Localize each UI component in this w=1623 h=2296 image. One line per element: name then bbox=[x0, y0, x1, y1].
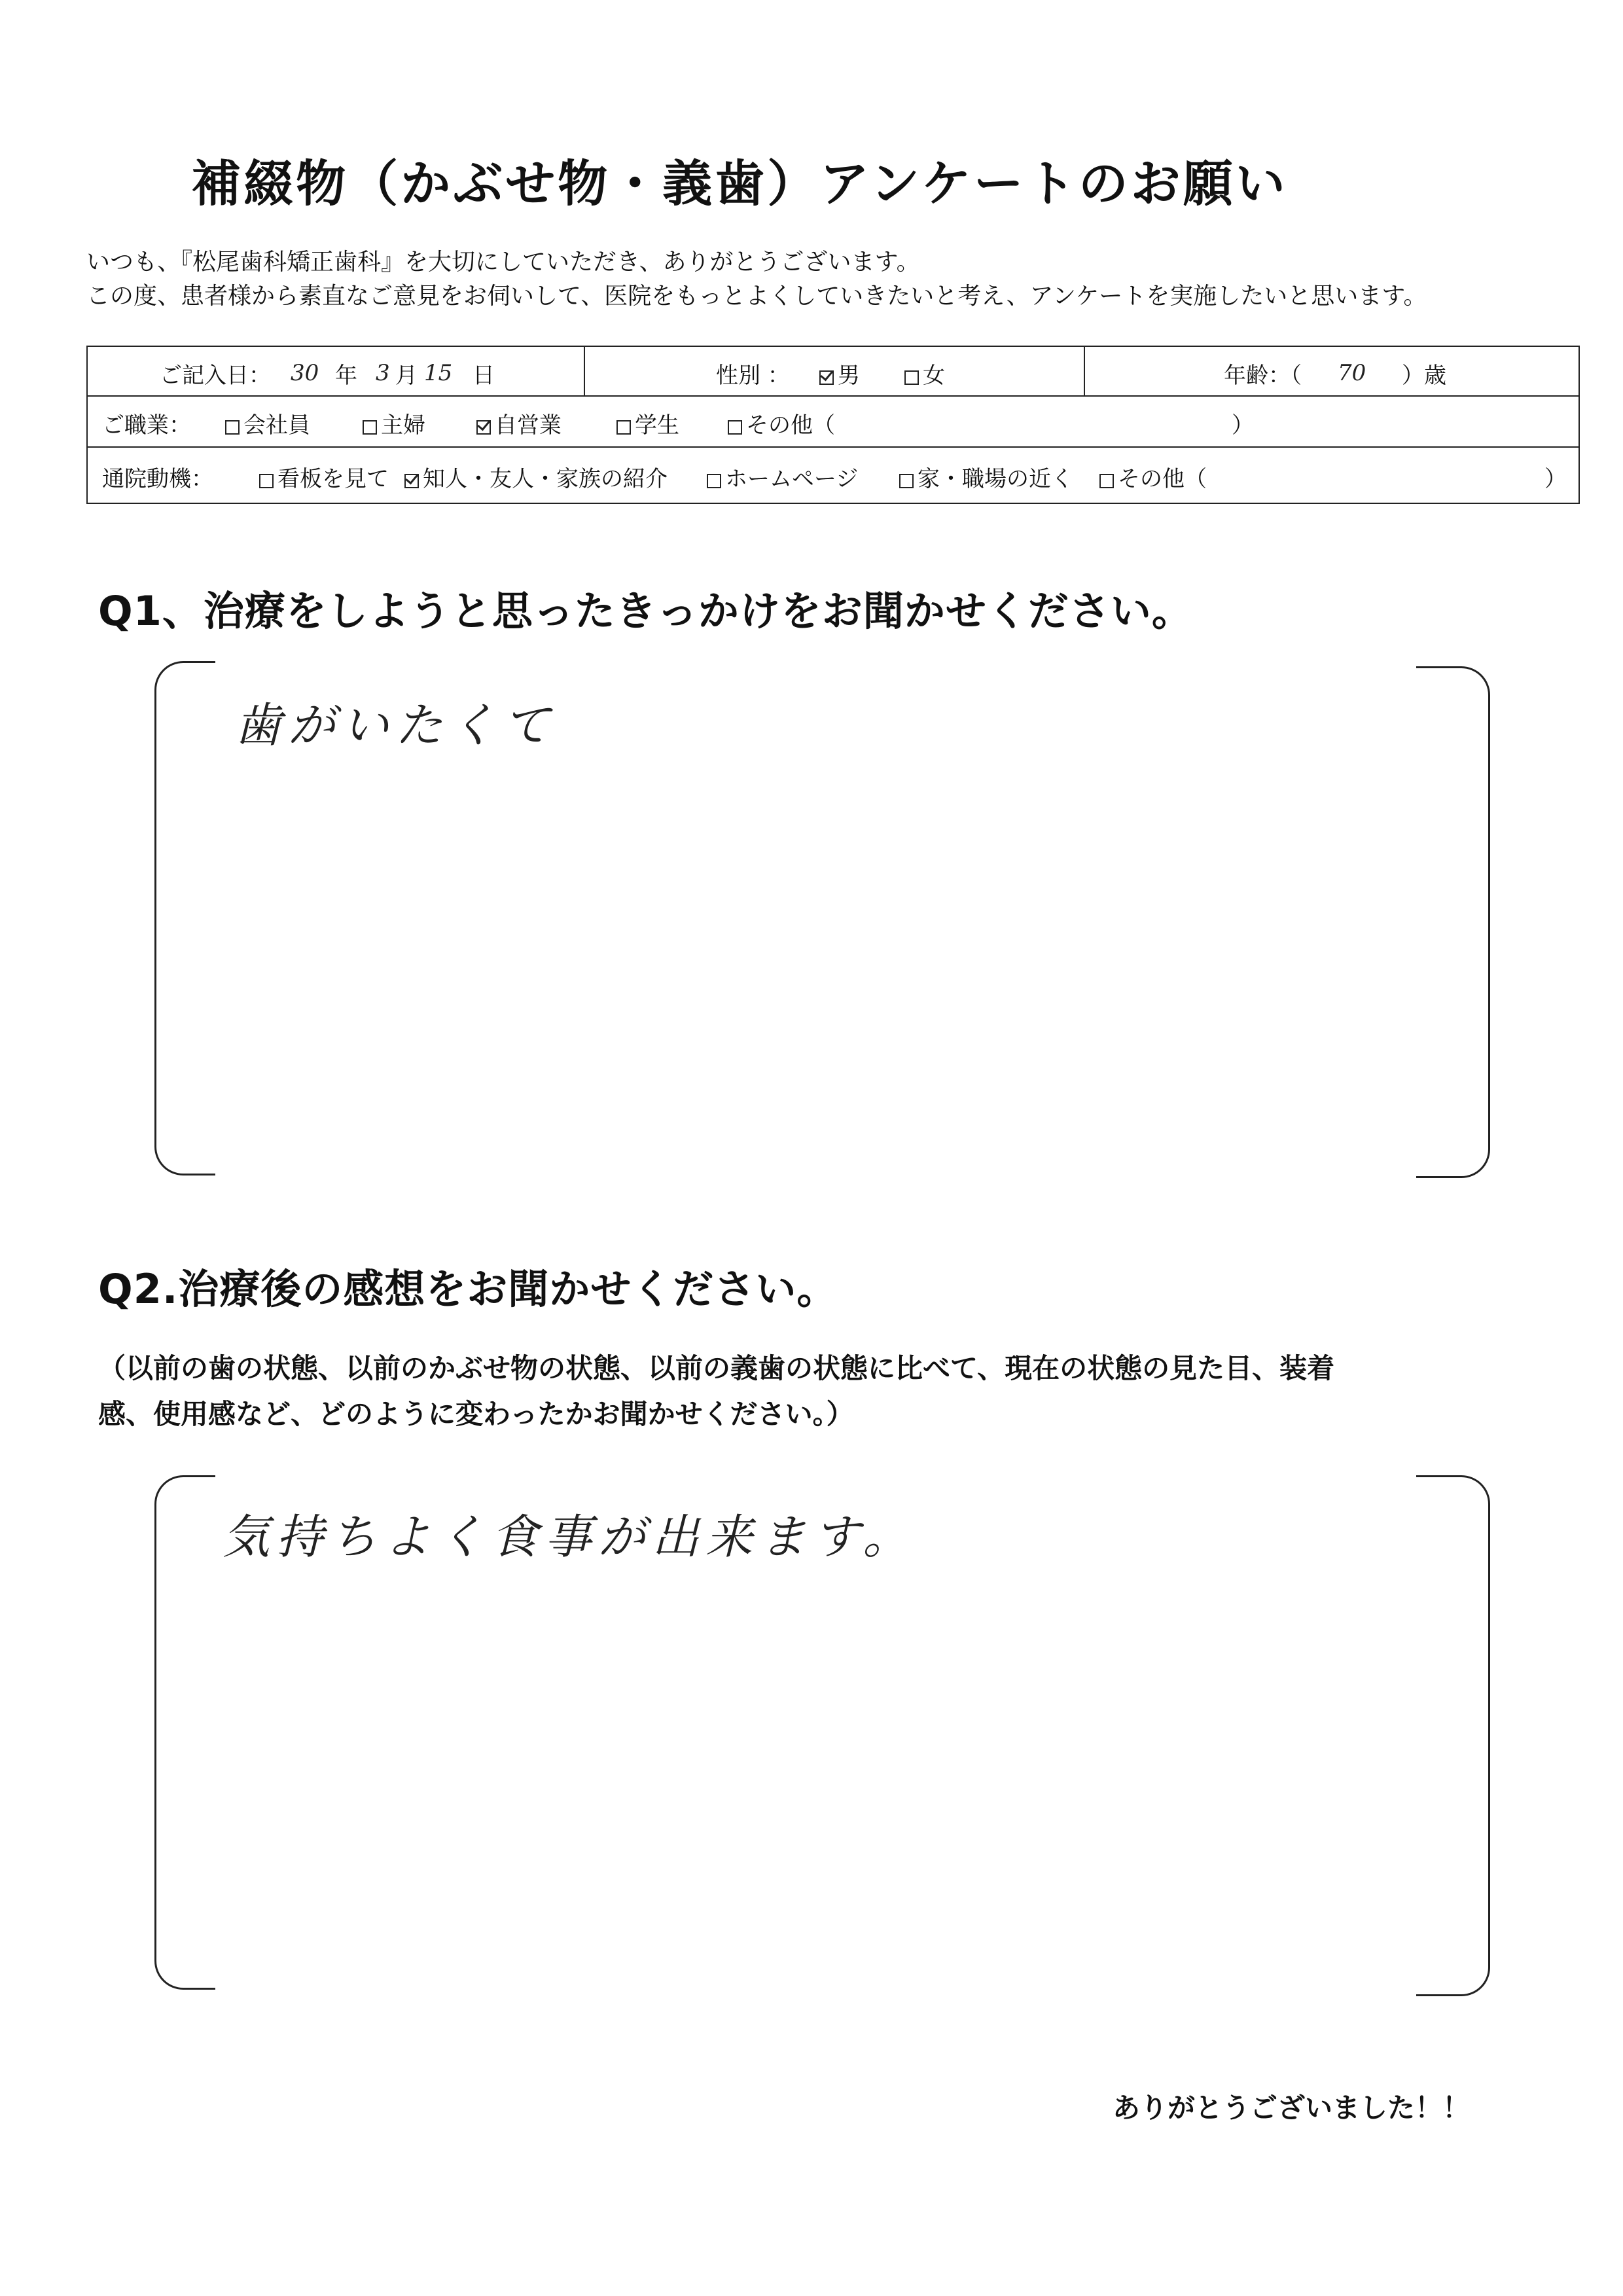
date-label: ご記入日： bbox=[160, 363, 271, 389]
motive-option-signboard[interactable]: 看板を見て bbox=[259, 461, 389, 493]
motive-option-nearby[interactable]: 家・職場の近く bbox=[899, 461, 1073, 493]
question-2: Q2.治療後の感想をお聞かせください。 bbox=[98, 1265, 838, 1313]
motive-label: 通院動機： bbox=[102, 466, 213, 492]
checkbox-occupation-other[interactable] bbox=[728, 420, 742, 435]
closing-thanks: ありがとうございました！！ bbox=[1113, 2092, 1471, 2124]
age-suffix: ）歳 bbox=[1402, 363, 1446, 389]
answer-box-1-right-bracket bbox=[1416, 666, 1490, 1178]
motive-other-close: ） bbox=[1544, 466, 1567, 492]
checkbox-company[interactable] bbox=[225, 420, 240, 435]
motive-option-referral[interactable]: 知人・友人・家族の紹介 bbox=[404, 461, 668, 493]
checkbox-self-employed[interactable] bbox=[476, 420, 491, 435]
checkbox-signboard[interactable] bbox=[259, 474, 274, 488]
date-month-unit: 月 bbox=[395, 363, 418, 389]
question-2-note-line-2: 感、使用感など、どのように変わったかお聞かせください。） bbox=[98, 1398, 854, 1430]
checkbox-male[interactable] bbox=[819, 370, 834, 385]
checkbox-female[interactable] bbox=[904, 370, 919, 385]
question-1: Q1、治療をしようと思ったきっかけをお聞かせください。 bbox=[98, 587, 1193, 635]
age-value[interactable]: 70 bbox=[1338, 360, 1366, 386]
answer-box-1-left-bracket bbox=[154, 661, 215, 1175]
occupation-option-student[interactable]: 学生 bbox=[616, 407, 679, 439]
checkbox-motive-other[interactable] bbox=[1099, 474, 1114, 488]
info-row-date-gender-age bbox=[88, 347, 1578, 397]
occupation-label: ご職業： bbox=[102, 412, 191, 439]
patient-info-table bbox=[86, 346, 1580, 504]
divider bbox=[584, 347, 585, 395]
motive-option-other[interactable]: その他（ bbox=[1099, 461, 1207, 493]
date-day-unit: 日 bbox=[473, 363, 495, 389]
answer-box-2-left-bracket bbox=[154, 1475, 215, 1990]
occupation-option-housewife[interactable]: 主婦 bbox=[363, 407, 425, 439]
checkbox-homepage[interactable] bbox=[707, 474, 721, 488]
question-2-note-line-1: （以前の歯の状態、以前のかぶせ物の状態、以前の義歯の状態に比べて、現在の状態の見た目、装着 bbox=[98, 1352, 1335, 1384]
gender-option-male[interactable]: 男 bbox=[819, 357, 860, 389]
checkbox-housewife[interactable] bbox=[363, 420, 377, 435]
info-row-motive bbox=[88, 446, 1578, 503]
gender-label: 性別 ： bbox=[716, 363, 790, 389]
occupation-other-close: ） bbox=[1232, 412, 1254, 439]
date-year-unit: 年 bbox=[335, 363, 357, 389]
occupation-option-company[interactable]: 会社員 bbox=[225, 407, 310, 439]
intro-line-2: この度、患者様から素直なご意見をお伺いして、医院をもっとよくしていきたいと考え、アンケートを実施したいと思います。 bbox=[86, 283, 1427, 310]
motive-option-homepage[interactable]: ホームページ bbox=[707, 461, 858, 493]
occupation-option-other[interactable]: その他（ bbox=[728, 407, 835, 439]
checkbox-referral[interactable] bbox=[404, 474, 419, 488]
intro-line-1: いつも、『松尾歯科矯正歯科』を大切にしていただき、ありがとうございます。 bbox=[86, 249, 920, 276]
answer-1[interactable]: 歯がいたくて bbox=[234, 698, 557, 753]
date-year-value[interactable]: 30 bbox=[291, 360, 319, 386]
checkbox-nearby[interactable] bbox=[899, 474, 914, 488]
info-row-occupation bbox=[88, 395, 1578, 448]
age-label: 年齢：（ bbox=[1224, 363, 1302, 389]
answer-box-2-right-bracket bbox=[1416, 1475, 1490, 1996]
date-day-value[interactable]: 15 bbox=[424, 360, 453, 386]
divider bbox=[1084, 347, 1085, 395]
gender-option-female[interactable]: 女 bbox=[904, 357, 945, 389]
page-title: 補綴物（かぶせ物・義歯）アンケートのお願い bbox=[191, 154, 1288, 213]
answer-2[interactable]: 気持ちよく食事が出来ます。 bbox=[223, 1509, 917, 1564]
checkbox-student[interactable] bbox=[616, 420, 631, 435]
date-month-value[interactable]: 3 bbox=[376, 360, 390, 386]
occupation-option-self-employed[interactable]: 自営業 bbox=[476, 407, 562, 439]
